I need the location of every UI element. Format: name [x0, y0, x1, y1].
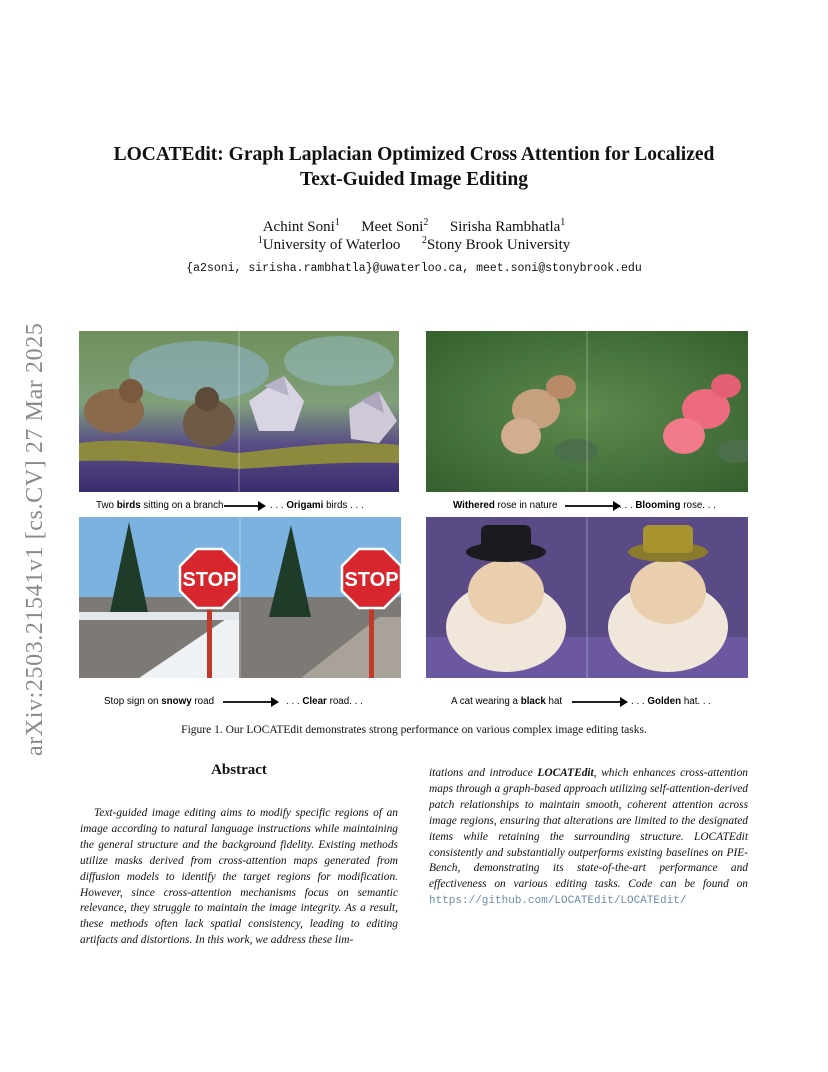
- code-link[interactable]: https://github.com/LOCATEdit/LOCATEdit/: [429, 895, 687, 908]
- cat-image: [426, 517, 748, 678]
- affiliation: Stony Brook University: [426, 237, 571, 253]
- author-name: Achint Soni: [262, 219, 335, 235]
- abstract-text: itations and introduce: [429, 767, 538, 779]
- title-line-1: LOCATEdit: Graph Laplacian Optimized Cross Attention for Localized: [113, 144, 715, 165]
- abstract-left-column: Text-guided image editing aims to modify specific regions of an image according to natural language instructions while maintaining the general structure and the background fidelity. Existing methods utilize masks derived from cross-attention maps generated from diffusion models to identify the target regions for modification. However, since cross-attention mechanisms focus on semantic relevance, they struggle to maintain the image integrity. As a result, these methods often lack spatial consistency, leading to editing artifacts and distortions. In this work, we address these lim-: [80, 807, 398, 947]
- source-prompt: Withered rose in nature: [453, 500, 558, 511]
- affiliation: University of Waterloo: [262, 237, 401, 253]
- author-block: [80, 218, 748, 254]
- abstract-text: , which enhances cross-attention maps through a graph-based approach utilizing self-attention-derived patch relationships to maintain smooth, coherent attention across image regions, ensuring that alterations are limited to the designated items while retaining the surrounding structure. LOCATEdit consistently and substantially outperforms existing baselines on PIE-Bench, demonstrating its state-of-the-art performance and effectiveness on various editing tasks. Code can be found on: [429, 767, 748, 891]
- author-name: Sirisha Rambhatla: [449, 219, 561, 235]
- stop-image-pair: [79, 517, 401, 678]
- affil-mark: 1: [257, 235, 263, 246]
- caption-birds: [96, 497, 396, 515]
- affiliations: [80, 236, 748, 254]
- rose-image: [426, 331, 748, 492]
- arxiv-stamp: [22, 282, 56, 756]
- affil-mark: 2: [421, 235, 427, 246]
- paper-title: [80, 142, 748, 192]
- target-prompt: . . . Blooming rose. . .: [619, 500, 716, 511]
- stop-image: [79, 517, 401, 678]
- stop-sign-text: STOP: [344, 569, 399, 591]
- title-line-2: Text-Guided Image Editing: [300, 169, 528, 190]
- stop-sign-text: STOP: [182, 569, 237, 591]
- abstract-right-column: [429, 766, 748, 910]
- arxiv-stamp-text: arXiv:2503.21541v1 [cs.CV] 27 Mar 2025: [22, 322, 48, 756]
- affil-mark: 2: [423, 217, 429, 228]
- abstract-heading: Abstract: [211, 762, 267, 778]
- figure-caption: Figure 1. Our LOCATEdit demonstrates strong performance on various complex image editing tasks.: [181, 724, 647, 736]
- caption-rose: [453, 497, 748, 515]
- author-name: Meet Soni: [361, 219, 424, 235]
- target-prompt: . . . Origami birds . . .: [270, 500, 364, 511]
- arrow-icon: [224, 500, 266, 512]
- birds-image-pair: [79, 331, 399, 492]
- method-name: LOCATEdit: [537, 767, 594, 779]
- rose-image-pair: [426, 331, 748, 492]
- author-emails: {a2soni, sirisha.rambhatla}@uwaterloo.ca, meet.soni@stonybrook.edu: [186, 262, 642, 275]
- source-prompt: A cat wearing a black hat: [451, 696, 563, 707]
- affil-mark: 1: [334, 217, 340, 228]
- target-prompt: . . . Clear road. . .: [286, 696, 363, 707]
- target-prompt: . . . Golden hat. . .: [631, 696, 712, 707]
- affil-mark: 1: [560, 217, 566, 228]
- author-names: [80, 218, 748, 236]
- arrow-icon: [572, 696, 628, 708]
- source-prompt: Stop sign on snowy road: [104, 696, 215, 707]
- caption-cat: [451, 693, 751, 711]
- birds-image: [79, 331, 399, 492]
- caption-stop: [104, 693, 404, 711]
- arrow-icon: [565, 500, 621, 512]
- source-prompt: Two birds sitting on a branch: [96, 500, 224, 511]
- cat-image-pair: [426, 517, 748, 678]
- arrow-icon: [223, 696, 279, 708]
